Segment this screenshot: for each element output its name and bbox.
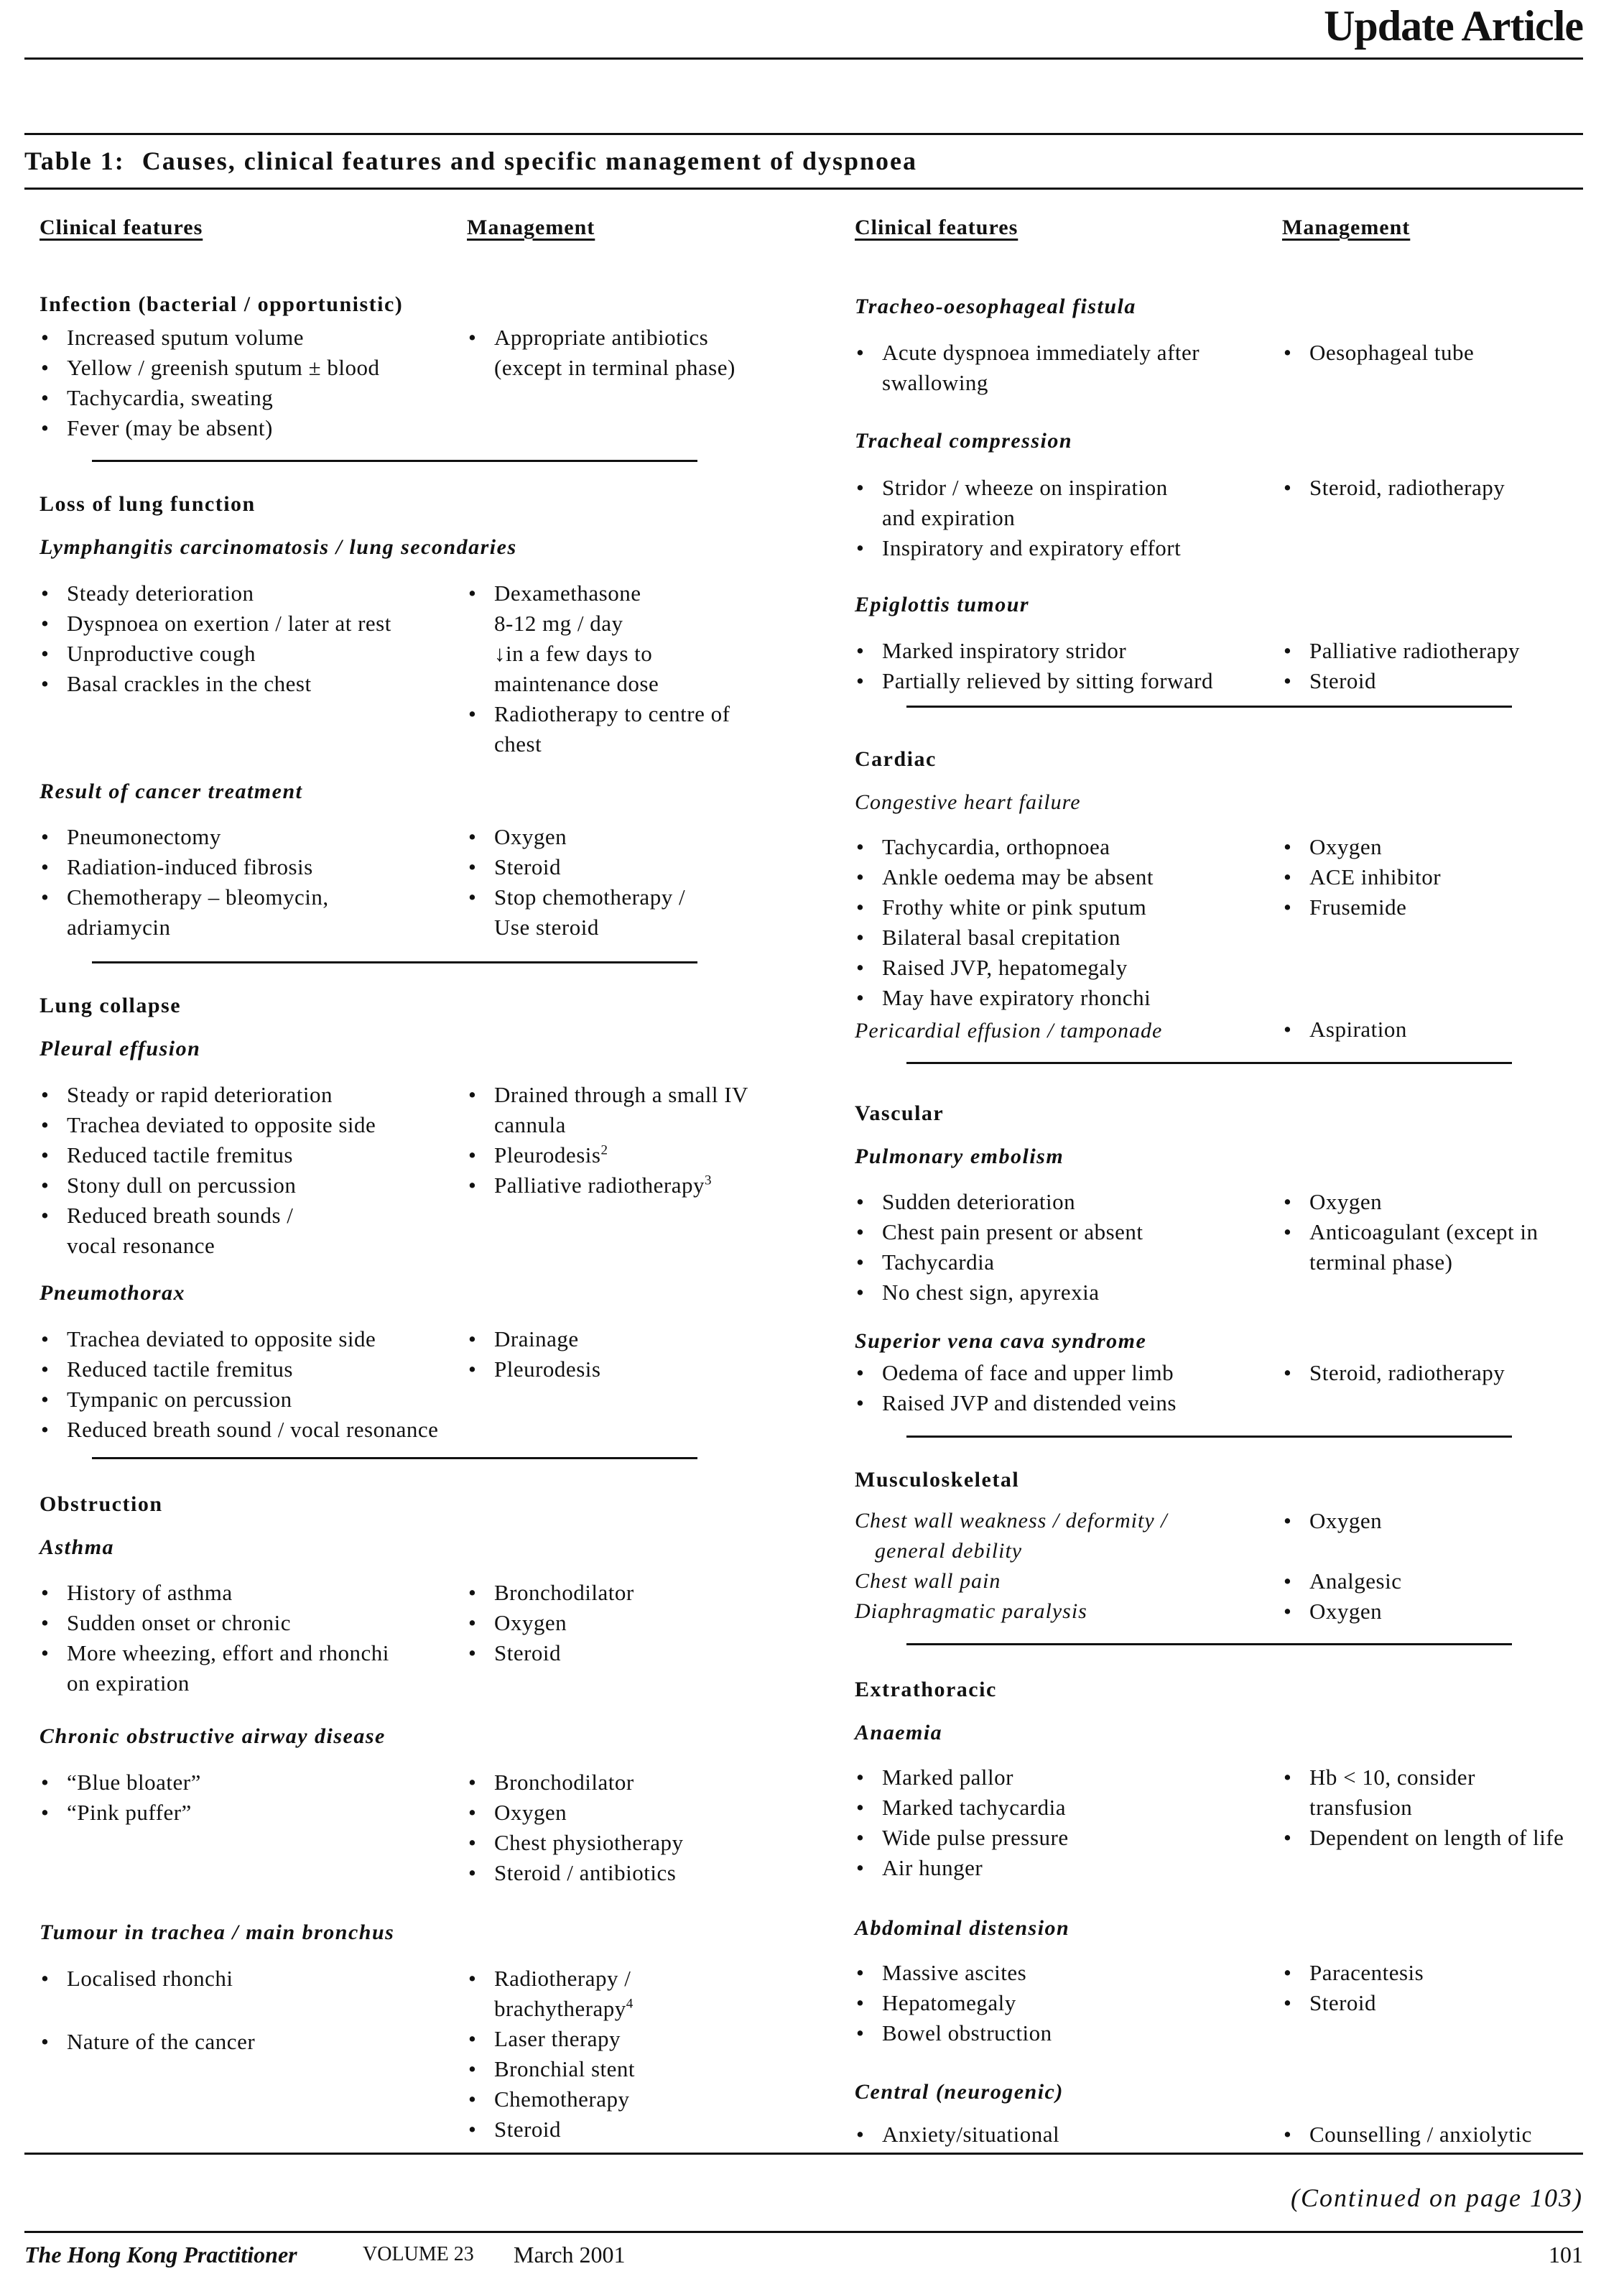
footer-rule [24, 2231, 1583, 2233]
pneumothorax-features [40, 1324, 499, 1445]
chf-management [1282, 832, 1584, 923]
pneumothorax-management [467, 1324, 812, 1384]
list-item [467, 1170, 826, 1201]
pericardial-management [1282, 1014, 1584, 1045]
lung-collapse-title: Lung collapse [40, 994, 182, 1017]
list-item: • Steroid, radiotherapy [1282, 473, 1584, 503]
list-item: • Pleurodesis [467, 1354, 812, 1384]
pleural-effusion-title: Pleural effusion [40, 1037, 201, 1060]
section-rule [906, 706, 1512, 708]
list-item: ↓in a few days to [494, 641, 653, 666]
list-item: • Reduced breath sound / vocal resonance [40, 1415, 499, 1445]
header-rule [24, 57, 1583, 60]
list-item: • Ankle oedema may be absent [855, 862, 1271, 892]
col-head-management-right: Management [1282, 216, 1411, 239]
table-top-rule [24, 133, 1583, 135]
list-item: and expiration [882, 505, 1016, 530]
copd-management [467, 1767, 812, 1888]
list-item: • Oxygen [1282, 832, 1584, 862]
list-item: • Palliative radiotherapy [1282, 636, 1584, 666]
running-header-title: Update Article [1324, 2, 1583, 50]
reference-superscript: 4 [626, 1996, 634, 2012]
list-item: • Oxygen [1282, 1506, 1584, 1536]
list-item: • Dexamethasone [467, 578, 812, 609]
list-item: • Raised JVP, hepatomegaly [855, 953, 1271, 983]
abdominal-distension-features [855, 1958, 1271, 2048]
list-item: • Stony dull on percussion [40, 1170, 456, 1201]
col-head-clinical-left: Clinical features [40, 216, 203, 239]
list-item: • No chest sign, apyrexia [855, 1277, 1271, 1308]
list-item: • Nature of the cancer [40, 2027, 456, 2057]
list-item: • Reduced breath sounds / [40, 1201, 456, 1231]
list-item: • Paracentesis [1282, 1958, 1584, 1988]
list-item: • Oxygen [467, 1798, 812, 1828]
copd-title: Chronic obstructive airway disease [40, 1724, 386, 1748]
list-item: adriamycin [67, 915, 171, 940]
list-item: • Chest pain present or absent [855, 1217, 1271, 1247]
anaemia-title: Anaemia [855, 1721, 943, 1744]
footer-date: March 2001 [514, 2242, 626, 2268]
list-item: • Steroid [467, 1638, 812, 1668]
infection-management [467, 323, 812, 383]
list-item: • Sudden deterioration [855, 1187, 1271, 1217]
list-item: • Steady or rapid deterioration [40, 1080, 456, 1110]
abdominal-distension-title: Abdominal distension [855, 1916, 1070, 1940]
chf-title: Congestive heart failure [855, 790, 1081, 814]
list-item: • Steroid [467, 852, 812, 882]
list-item: • Bilateral basal crepitation [855, 923, 1271, 953]
anaemia-management [1282, 1762, 1591, 1853]
list-item: • Appropriate antibiotics [467, 323, 812, 353]
list-item: • Marked pallor [855, 1762, 1271, 1793]
list-item: • Localised rhonchi [40, 1964, 456, 1994]
tracheal-compression-management [1282, 473, 1584, 503]
brachytherapy-label: brachytherapy [494, 1996, 626, 2021]
list-item: • Chemotherapy – bleomycin, [40, 882, 456, 912]
list-item: • Oxygen [1282, 1187, 1584, 1217]
table-title-rule [24, 188, 1583, 190]
continued-note: (Continued on page 103) [1291, 2183, 1583, 2212]
list-item: • Steroid [1282, 666, 1584, 696]
musculoskeletal-title: Musculoskeletal [855, 1468, 1020, 1492]
list-item: • Counselling / anxiolytic [1282, 2119, 1584, 2150]
list-item: • “Pink puffer” [40, 1798, 456, 1828]
copd-features [40, 1767, 456, 1828]
list-item: • History of asthma [40, 1578, 456, 1608]
pulmonary-embolism-management [1282, 1187, 1584, 1277]
list-item [467, 1140, 826, 1170]
section-rule [92, 460, 697, 462]
list-item: • Steroid [467, 2114, 812, 2145]
footer-journal-name: The Hong Kong Practitioner [24, 2242, 297, 2268]
list-item: vocal resonance [67, 1233, 215, 1258]
table-bottom-rule [24, 2153, 1583, 2155]
list-item: • More wheezing, effort and rhonchi [40, 1638, 456, 1668]
pleural-effusion-management [467, 1080, 826, 1201]
list-item: • ACE inhibitor [1282, 862, 1584, 892]
fistula-title: Tracheo-oesophageal fistula [855, 295, 1136, 318]
central-neurogenic-features [855, 2119, 1271, 2150]
reference-superscript: 2 [600, 1142, 608, 1158]
list-item: • Trachea deviated to opposite side [40, 1110, 456, 1140]
list-item: • Laser therapy [467, 2024, 812, 2054]
asthma-title: Asthma [40, 1535, 115, 1559]
anaemia-features [855, 1762, 1271, 1883]
list-item: • Tachycardia [855, 1247, 1271, 1277]
section-rule [92, 1457, 697, 1459]
asthma-management [467, 1578, 812, 1668]
list-item: • Hepatomegaly [855, 1988, 1271, 2018]
svc-features [855, 1358, 1271, 1418]
lymphangitis-management [467, 578, 812, 759]
list-item: • Bronchodilator [467, 1767, 812, 1798]
cardiac-title: Cardiac [855, 747, 937, 771]
list-item: • Raised JVP and distended veins [855, 1388, 1271, 1418]
list-item: • Hb < 10, consider [1282, 1762, 1591, 1793]
list-item: Use steroid [494, 915, 599, 940]
vascular-title: Vascular [855, 1101, 945, 1125]
list-item: terminal phase) [1309, 1249, 1453, 1275]
list-item: • Wide pulse pressure [855, 1823, 1271, 1853]
lymphangitis-title: Lymphangitis carcinomatosis / lung secondaries [40, 535, 517, 559]
list-item: • Oxygen [467, 822, 812, 852]
list-item: • Aspiration [1282, 1014, 1584, 1045]
list-item: • Bronchodilator [467, 1578, 812, 1608]
cancer-treatment-features [40, 822, 456, 943]
list-item: • Frusemide [1282, 892, 1584, 923]
musculoskeletal-item: Chest wall weakness / deformity / [855, 1509, 1168, 1533]
list-item: • Radiation-induced fibrosis [40, 852, 456, 882]
list-item: • Chemotherapy [467, 2084, 812, 2114]
infection-title: Infection (bacterial / opportunistic) [40, 292, 404, 316]
tumour-trachea-management [467, 1964, 812, 2145]
pleural-effusion-features [40, 1080, 456, 1261]
section-rule [92, 961, 697, 963]
list-item: swallowing [882, 370, 988, 395]
list-item: • Steroid / antibiotics [467, 1858, 812, 1888]
list-item: • Tachycardia, sweating [40, 383, 456, 413]
extrathoracic-title: Extrathoracic [855, 1678, 997, 1701]
pleurodesis-label: Pleurodesis [494, 1142, 601, 1168]
pulmonary-embolism-features [855, 1187, 1271, 1308]
list-item: • Chest physiotherapy [467, 1828, 812, 1858]
infection-features [40, 323, 456, 443]
list-item: transfusion [1309, 1795, 1413, 1820]
pericardial-title: Pericardial effusion / tamponade [855, 1019, 1163, 1043]
list-item [467, 1994, 812, 2024]
list-item: • Trachea deviated to opposite side [40, 1324, 499, 1354]
list-item: • Massive ascites [855, 1958, 1271, 1988]
list-item: • Marked tachycardia [855, 1793, 1271, 1823]
list-item: • Steady deterioration [40, 578, 456, 609]
list-item: • “Blue bloater” [40, 1767, 456, 1798]
list-item: • Tachycardia, orthopnoea [855, 832, 1271, 862]
list-item: • Reduced tactile fremitus [40, 1354, 499, 1384]
section-rule [906, 1643, 1512, 1645]
list-item: • Tympanic on percussion [40, 1384, 499, 1415]
list-item: • Inspiratory and expiratory effort [855, 533, 1271, 563]
list-item: • Air hunger [855, 1853, 1271, 1883]
section-rule [906, 1436, 1512, 1438]
abdominal-distension-management [1282, 1958, 1584, 2018]
tumour-trachea-features [40, 1964, 456, 2057]
lymphangitis-features [40, 578, 456, 699]
central-neurogenic-title: Central (neurogenic) [855, 2080, 1064, 2104]
list-item: • Dyspnoea on exertion / later at rest [40, 609, 456, 639]
epiglottis-features [855, 636, 1286, 696]
tracheal-compression-features [855, 473, 1271, 563]
list-item: • Radiotherapy to centre of [467, 699, 812, 729]
table-title [24, 146, 917, 176]
list-item: • Drainage [467, 1324, 812, 1354]
musculoskeletal-item: Chest wall pain [855, 1569, 1001, 1593]
pneumothorax-title: Pneumothorax [40, 1281, 186, 1305]
list-item: • Oedema of face and upper limb [855, 1358, 1271, 1388]
svc-title: Superior vena cava syndrome [855, 1329, 1147, 1353]
tracheal-compression-title: Tracheal compression [855, 429, 1073, 453]
list-item: • Fever (may be absent) [40, 413, 456, 443]
musculoskeletal-item: Diaphragmatic paralysis [855, 1599, 1087, 1623]
musculoskeletal-management [1282, 1506, 1584, 1627]
list-item: • Sudden onset or chronic [40, 1608, 456, 1638]
footer-page-number: 101 [1549, 2242, 1583, 2268]
cancer-treatment-management [467, 822, 812, 943]
list-item: • Anxiety/situational [855, 2119, 1271, 2150]
asthma-features [40, 1578, 456, 1698]
list-item: • Pneumonectomy [40, 822, 456, 852]
footer-volume: VOLUME 23 [363, 2243, 474, 2265]
lung-loss-title: Loss of lung function [40, 492, 256, 516]
fistula-features [855, 338, 1271, 398]
list-item: • Increased sputum volume [40, 323, 456, 353]
list-item: • Oxygen [467, 1608, 812, 1638]
col-head-management-left: Management [467, 216, 595, 239]
section-rule [906, 1062, 1512, 1064]
list-item: • Partially relieved by sitting forward [855, 666, 1286, 696]
list-item: • Frothy white or pink sputum [855, 892, 1271, 923]
list-item: cannula [494, 1112, 566, 1137]
list-item: • Stridor / wheeze on inspiration [855, 473, 1271, 503]
tumour-trachea-title: Tumour in trachea / main bronchus [40, 1920, 395, 1944]
list-item: maintenance dose [494, 671, 659, 696]
list-item: 8-12 mg / day [494, 611, 623, 636]
list-item: • Basal crackles in the chest [40, 669, 456, 699]
list-item: (except in terminal phase) [494, 355, 736, 380]
list-item: • Oesophageal tube [1282, 338, 1584, 368]
col-head-clinical-right: Clinical features [855, 216, 1019, 239]
list-item: chest [494, 731, 542, 757]
list-item: • Yellow / greenish sputum ± blood [40, 353, 456, 383]
epiglottis-management [1282, 636, 1584, 696]
musculoskeletal-item: general debility [875, 1539, 1023, 1563]
list-item: • Reduced tactile fremitus [40, 1140, 456, 1170]
list-item: • Bronchial stent [467, 2054, 812, 2084]
list-item: • Acute dyspnoea immediately after [855, 338, 1271, 368]
obstruction-title: Obstruction [40, 1492, 163, 1516]
list-item: • Steroid, radiotherapy [1282, 1358, 1584, 1388]
list-item: • Anticoagulant (except in [1282, 1217, 1584, 1247]
list-item: • May have expiratory rhonchi [855, 983, 1271, 1013]
list-item: • Unproductive cough [40, 639, 456, 669]
svc-management [1282, 1358, 1584, 1388]
list-item: • Drained through a small IV [467, 1080, 826, 1110]
radiotherapy-label: Palliative radiotherapy [494, 1173, 705, 1198]
list-item: • Bowel obstruction [855, 2018, 1271, 2048]
reference-superscript: 3 [704, 1173, 712, 1188]
cancer-treatment-title: Result of cancer treatment [40, 780, 303, 803]
list-item: • Dependent on length of life [1282, 1823, 1591, 1853]
pulmonary-embolism-title: Pulmonary embolism [855, 1145, 1064, 1168]
epiglottis-title: Epiglottis tumour [855, 593, 1030, 616]
central-neurogenic-management [1282, 2119, 1584, 2150]
list-item: on expiration [67, 1670, 190, 1696]
list-item: • Radiotherapy / [467, 1964, 812, 1994]
musculoskeletal-items [855, 1506, 1271, 1627]
chf-features [855, 832, 1271, 1013]
list-item: • Marked inspiratory stridor [855, 636, 1286, 666]
fistula-management [1282, 338, 1584, 368]
list-item: • Analgesic [1282, 1566, 1584, 1596]
table-number: Table 1: [24, 147, 125, 175]
list-item: • Oxygen [1282, 1596, 1584, 1627]
table-caption: Causes, clinical features and specific management of dyspnoea [141, 147, 918, 175]
list-item: • Stop chemotherapy / [467, 882, 812, 912]
list-item: • Steroid [1282, 1988, 1584, 2018]
